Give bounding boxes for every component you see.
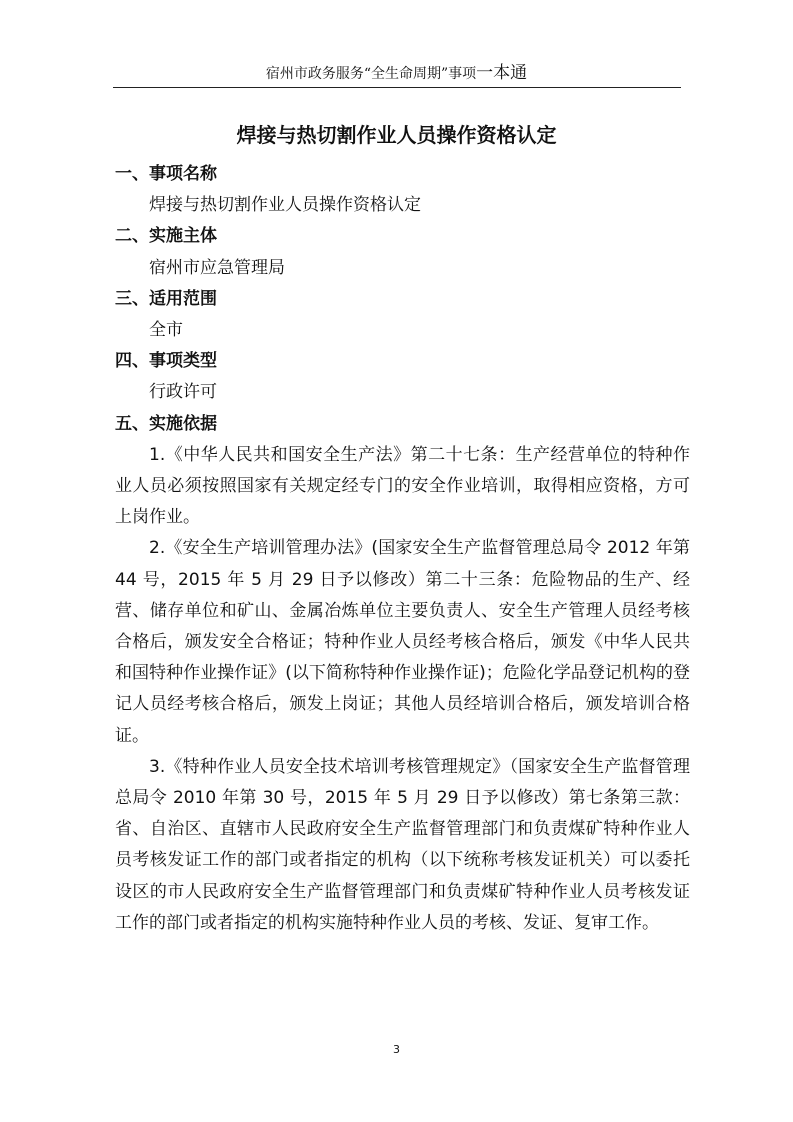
section-value-item-name: 焊接与热切割作业人员操作资格认定 xyxy=(149,195,421,216)
section-value-item-type: 行政许可 xyxy=(149,382,217,403)
section-value-implementer: 宿州市应急管理局 xyxy=(149,257,285,278)
section-heading-item-name: 一、事项名称 xyxy=(115,164,217,184)
legal-basis-paragraph-3: 3.《特种作业人员安全技术培训考核管理规定》（国家安全生产监督管理总局令 2010 年第 30 号，2015 年 5 月 29 日予以修改）第七条第三款：省、自治区、直辖市人民政府安全生产监督管理部门和负责煤矿特种作业人员考核发证工作的部门或者指定的机构（以下统称考核发证机关）可以委托设区的市人民政府安全生产监督管理部门和负责煤矿特种作业人员考核发证工作的部门或者指定的机构实施特种作业人员的考核、发证、复审工作。 xyxy=(115,756,690,933)
document-title: 焊接与热切割作业人员操作资格认定 xyxy=(236,123,557,147)
section-heading-scope: 三、适用范围 xyxy=(115,288,217,309)
running-header-tail: 一本通 xyxy=(476,63,528,83)
section-heading-legal-basis: 五、实施依据 xyxy=(115,413,217,434)
legal-basis-paragraph-1: 1.《中华人民共和国安全生产法》第二十七条：生产经营单位的特种作业人员必须按照国家有关规定经专门的安全作业培训，取得相应资格，方可上岗作业。 xyxy=(115,444,690,528)
document-body xyxy=(115,159,690,939)
running-header-main: 宿州市政务服务“全生命周期”事项 xyxy=(265,66,477,82)
section-value-scope: 全市 xyxy=(149,320,183,341)
running-header xyxy=(0,63,793,84)
header-rule xyxy=(113,87,681,88)
legal-basis-paragraph-2: 2.《安全生产培训管理办法》(国家安全生产监督管理总局令 2012 年第 44 号，2015 年 5 月 29 日予以修改）第二十三条：危险物品的生产、经营、储存单位和矿山、金属冶炼单位主要负责人、安全生产管理人员经考核合格后，颁发安全合格证；特种作业人员经考核合格后，颁发《中华人民共和国特种作业操作证》(以下简称特种作业操作证)；危险化学品登记机构的登记人员经考核合格后，颁发上岗证；其他人员经培训合格后，颁发培训合格证。 xyxy=(115,538,690,746)
page-number: 3 xyxy=(393,1043,400,1056)
section-heading-item-type: 四、事项类型 xyxy=(115,351,217,372)
section-heading-implementer: 二、实施主体 xyxy=(115,226,217,247)
